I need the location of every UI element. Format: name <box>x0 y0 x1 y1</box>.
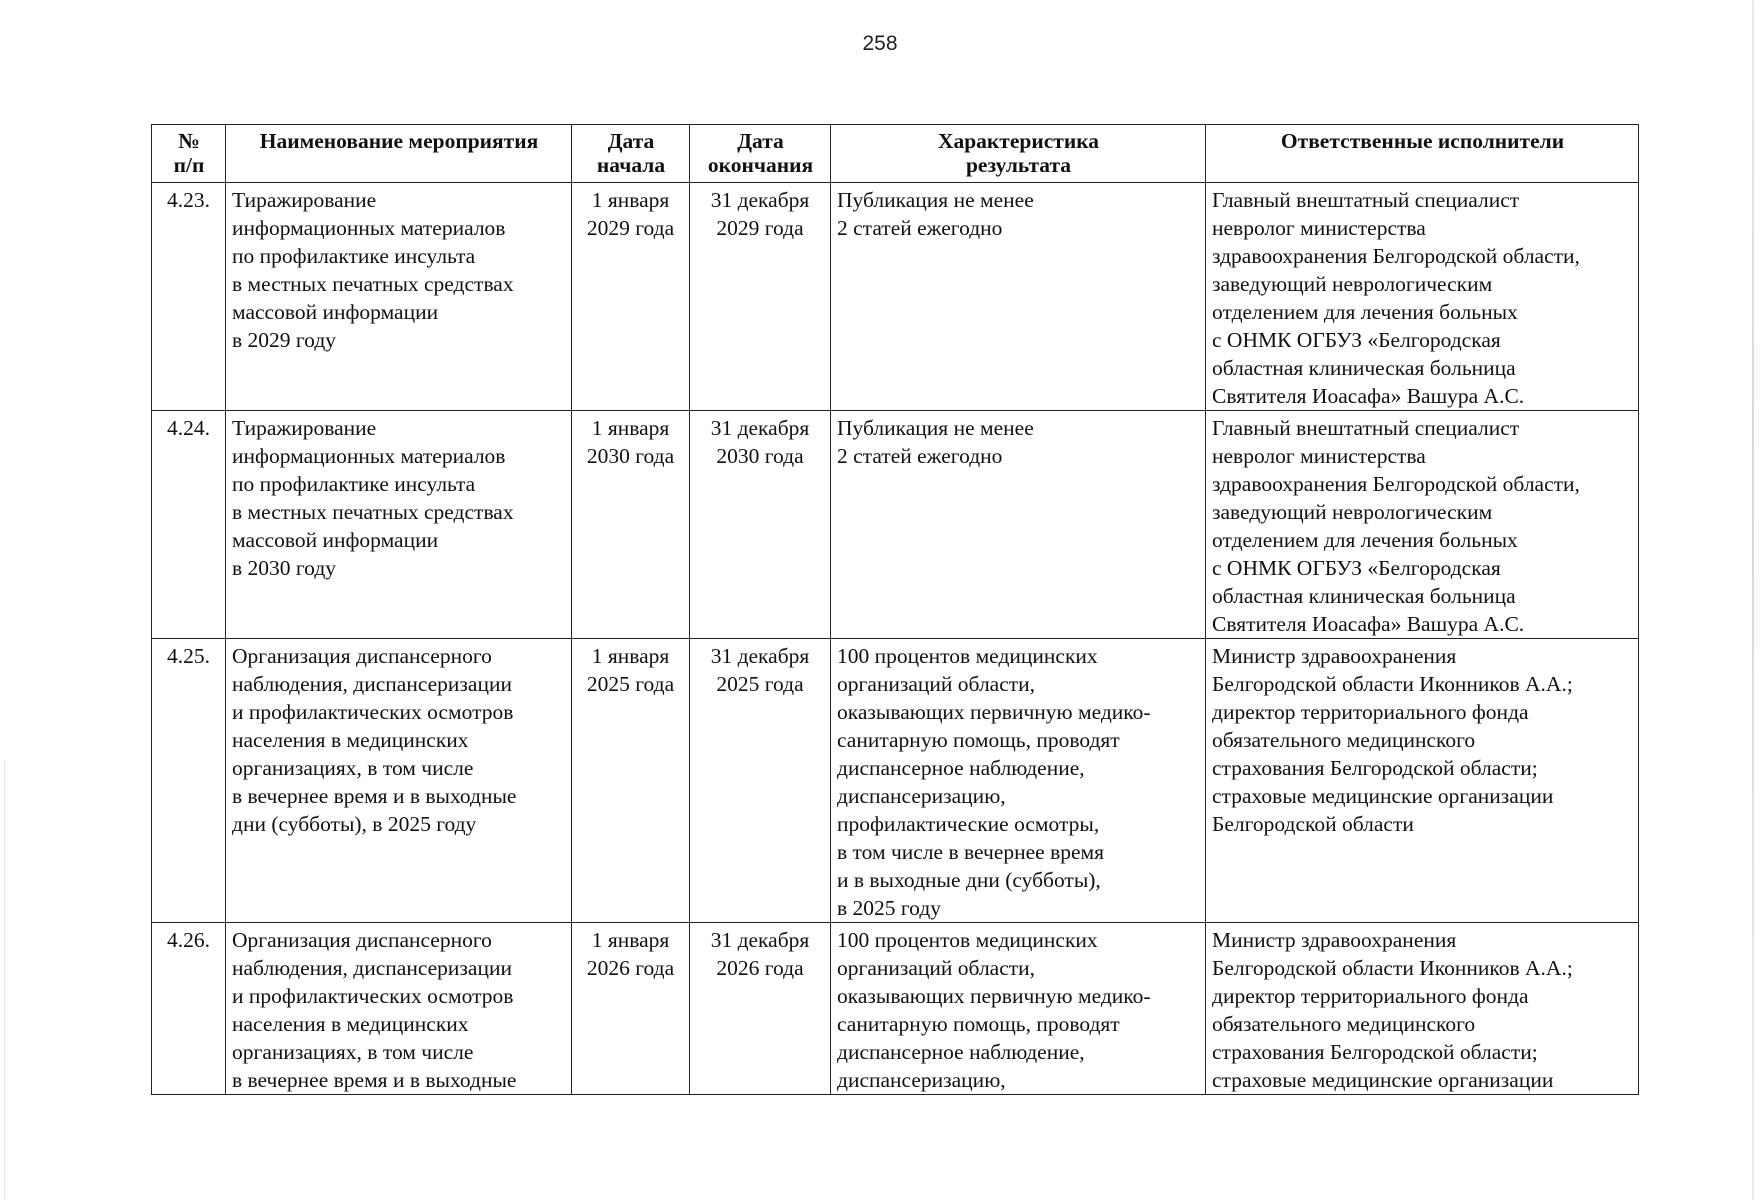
cell-num: 4.26. <box>152 923 226 1095</box>
table-row <box>152 639 1639 923</box>
cell-end-date: 31 декабря 2029 года <box>690 183 831 411</box>
scan-edge-right <box>1752 0 1754 1200</box>
table-header-row <box>152 125 1639 183</box>
cell-executors: Главный внештатный специалист невролог министерства здравоохранения Белгородской области, заведующий неврологическим отделением для лечения больных с ОНМК ОГБУЗ «Белгородская областная клиническая больница Святителя Иоасафа» Вашура А.С. <box>1206 183 1639 411</box>
cell-name: Тиражирование информационных материалов по профилактике инсульта в местных печатных средствах массовой информации в 2029 году <box>226 183 572 411</box>
cell-num: 4.23. <box>152 183 226 411</box>
scan-edge-left <box>4 760 5 1200</box>
cell-executors: Министр здравоохранения Белгородской области Иконников А.А.; директор территориального фонда обязательного медицинского страхования Белгородской области; страховые медицинские организации Белгородской области <box>1206 639 1639 923</box>
table-row <box>152 183 1639 411</box>
activities-table <box>151 124 1639 1095</box>
cell-name: Организация диспансерного наблюдения, диспансеризации и профилактических осмотров населения в медицинских организациях, в том числе в вечернее время и в выходные дни (субботы), в 2025 году <box>226 639 572 923</box>
cell-name: Организация диспансерного наблюдения, диспансеризации и профилактических осмотров населения в медицинских организациях, в том числе в вечернее время и в выходные <box>226 923 572 1095</box>
cell-executors: Министр здравоохранения Белгородской области Иконников А.А.; директор территориального фонда обязательного медицинского страхования Белгородской области; страховые медицинские организации <box>1206 923 1639 1095</box>
header-end-date: Дата окончания <box>690 125 831 183</box>
cell-start-date: 1 января 2025 года <box>572 639 690 923</box>
cell-end-date: 31 декабря 2025 года <box>690 639 831 923</box>
cell-start-date: 1 января 2026 года <box>572 923 690 1095</box>
cell-num: 4.25. <box>152 639 226 923</box>
header-num: № п/п <box>152 125 226 183</box>
cell-start-date: 1 января 2030 года <box>572 411 690 639</box>
header-executors: Ответственные исполнители <box>1206 125 1639 183</box>
page-number: 258 <box>862 32 898 55</box>
header-start-date: Дата начала <box>572 125 690 183</box>
table-row <box>152 411 1639 639</box>
cell-result: Публикация не менее 2 статей ежегодно <box>831 183 1206 411</box>
table-row <box>152 923 1639 1095</box>
cell-name: Тиражирование информационных материалов по профилактике инсульта в местных печатных средствах массовой информации в 2030 году <box>226 411 572 639</box>
cell-result: 100 процентов медицинских организаций области, оказывающих первичную медико- санитарную помощь, проводят диспансерное наблюдение, диспансеризацию, профилактические осмотры, в том числе в вечернее время и в выходные дни (субботы), в 2025 году <box>831 639 1206 923</box>
header-name: Наименование мероприятия <box>226 125 572 183</box>
cell-end-date: 31 декабря 2030 года <box>690 411 831 639</box>
cell-end-date: 31 декабря 2026 года <box>690 923 831 1095</box>
header-result: Характеристика результата <box>831 125 1206 183</box>
cell-num: 4.24. <box>152 411 226 639</box>
cell-start-date: 1 января 2029 года <box>572 183 690 411</box>
cell-executors: Главный внештатный специалист невролог министерства здравоохранения Белгородской области, заведующий неврологическим отделением для лечения больных с ОНМК ОГБУЗ «Белгородская областная клиническая больница Святителя Иоасафа» Вашура А.С. <box>1206 411 1639 639</box>
cell-result: Публикация не менее 2 статей ежегодно <box>831 411 1206 639</box>
cell-result: 100 процентов медицинских организаций области, оказывающих первичную медико- санитарную помощь, проводят диспансерное наблюдение, диспансеризацию, <box>831 923 1206 1095</box>
